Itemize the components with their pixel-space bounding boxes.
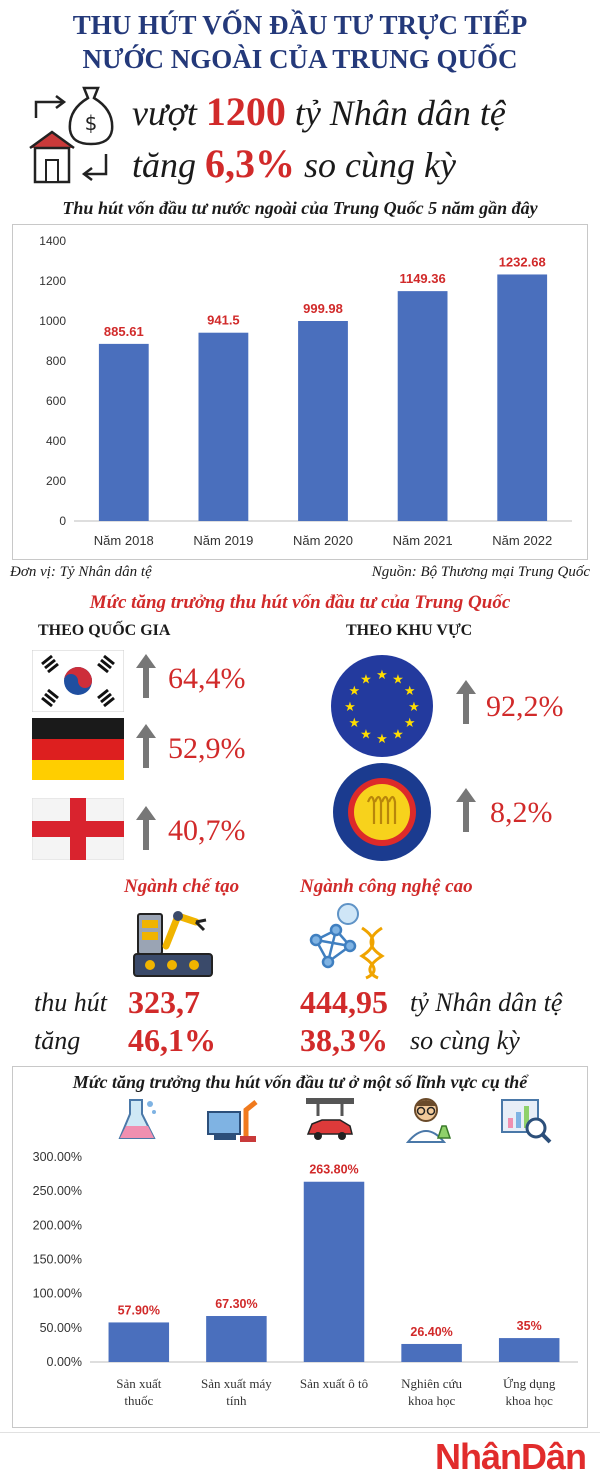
dna-molecule-icon [306,900,392,980]
bar [199,333,249,521]
page-title-line1: THU HÚT VỐN ĐẦU TƯ TRỰC TIẾP [72,10,528,40]
robot-arm-icon [130,900,216,980]
country-value-korea: 64,4% [168,662,246,695]
page-title-line2: NƯỚC NGOÀI CỦA TRUNG QUỐC [82,44,518,74]
money-house-icon [22,78,122,188]
bar [398,291,448,521]
data-label: 263.80% [309,1162,359,1177]
y-tick-label: 1000 [39,314,66,328]
hightech-title: Ngành công nghệ cao [300,876,473,897]
footer-divider [0,1432,600,1433]
row1-manufacturing-value: 323,7 [128,984,200,1020]
eu-star-icon: ★ [344,700,356,715]
eu-star-icon: ★ [392,672,404,688]
x-tick-label: Năm 2020 [293,533,353,548]
eu-star-icon: ★ [408,700,420,715]
headline-line1: vượt 1200 tỷ Nhân dân tệ [132,89,506,134]
unit-note: Đơn vị: Tỷ Nhân dân tệ [10,564,152,580]
data-label: 999.98 [303,301,343,317]
bar [401,1344,462,1362]
pharmacy-flask-icon [116,1096,160,1144]
row1-unit: tỷ Nhân dân tệ [410,988,563,1017]
data-label: 57.90% [117,1303,161,1318]
germany-flag-icon [32,718,124,780]
y-tick-label: 300.00% [32,1150,82,1164]
x-tick-label: Năm 2021 [392,533,453,548]
nhandan-logo: NhânDân [434,1436,586,1477]
x-tick-label: Năm 2019 [193,533,254,548]
x-tick-label: Sản xuất [116,1376,162,1391]
up-arrow-icon [134,804,158,852]
x-tick-label: khoa học [407,1393,456,1408]
chart1-subtitle: Thu hút vốn đầu tư nước ngoài của Trung Quốc 5 năm gần đây [62,198,538,218]
eu-star-icon: ★ [376,668,388,683]
data-label: 885.61 [103,323,144,339]
y-tick-label: 0.00% [46,1355,82,1369]
row1-hightech-value: 444,95 [300,984,388,1020]
bar [298,321,348,521]
y-tick-label: 0 [59,514,66,528]
up-arrow-icon [454,786,478,834]
headline-line2: tăng 6,3% so cùng kỳ [132,141,456,186]
chart2-sector-growth [12,1140,588,1428]
data-label: 35% [516,1319,542,1334]
up-arrow-icon [134,652,158,700]
x-tick-label: khoa học [505,1393,553,1408]
row2-unit: so cùng kỳ [410,1026,520,1055]
y-tick-label: 150.00% [32,1252,82,1267]
data-label: 67.30% [215,1297,258,1312]
region-value-eu: 92,2% [486,690,564,723]
eu-star-icon: ★ [403,684,416,699]
eu-star-icon: ★ [403,716,416,731]
computer-robot-icon [206,1096,262,1144]
up-arrow-icon [454,678,478,726]
y-tick-label: 200.00% [32,1218,82,1233]
data-label: 941.5 [207,312,240,328]
y-tick-label: 50.00% [39,1320,82,1335]
eu-flag-icon [330,654,434,758]
x-tick-label: thuốc [124,1393,154,1408]
y-tick-label: 600 [45,394,66,408]
x-tick-label: Năm 2022 [492,533,553,548]
row2-hightech-value: 38,3% [300,1022,388,1058]
country-value-germany: 52,9% [168,732,246,765]
country-value-england: 40,7% [168,814,246,847]
headline-value-1: 1200 [205,89,286,134]
x-tick-label: Năm 2018 [93,533,154,548]
scientist-icon [402,1096,454,1144]
source-note: Nguồn: Bộ Thương mại Trung Quốc [371,564,590,580]
bar [99,344,149,521]
eu-star-icon: ★ [392,727,404,743]
chart2-subtitle: Mức tăng trưởng thu hút vốn đầu tư ở một số lĩnh vực cụ thể [72,1072,528,1092]
x-tick-label: Sản xuất máy [201,1376,272,1391]
data-label: 26.40% [410,1324,453,1339]
x-tick-label: Sản xuất ô tô [299,1376,369,1391]
headline-value-2: 6,3% [205,141,296,186]
bar [499,1338,560,1362]
growth-title: Mức tăng trưởng thu hút vốn đầu tư của Trung Quốc [89,592,511,613]
region-value-asean: 8,2% [490,796,553,829]
eu-star-icon: ★ [348,684,361,699]
bar [304,1182,365,1362]
manufacturing-title: Ngành chế tạo [124,876,240,897]
south-korea-flag-icon [32,650,124,712]
x-tick-label: Nghiên cứu [401,1376,463,1391]
y-tick-label: 800 [45,354,66,368]
car-factory-icon [302,1096,358,1144]
row2-manufacturing-value: 46,1% [128,1022,216,1058]
row1-label: thu hút [34,988,107,1017]
data-label: 1149.36 [399,271,446,287]
data-analysis-icon [498,1096,554,1144]
bar [206,1316,267,1362]
asean-flag-icon [332,762,432,862]
x-tick-label: tính [226,1393,247,1408]
y-tick-label: 200 [45,474,66,488]
bar [497,274,547,521]
y-tick-label: 1400 [39,234,66,248]
by-country-label: THEO QUỐC GIA [38,622,171,639]
eu-star-icon: ★ [348,716,361,731]
y-tick-label: 100.00% [32,1286,82,1301]
by-region-label: THEO KHU VỰC [346,622,473,639]
row2-label: tăng [34,1026,81,1055]
eu-star-icon: ★ [360,672,372,688]
england-flag-icon [32,798,124,860]
data-label: 1232.68 [498,254,546,270]
up-arrow-icon [134,722,158,770]
y-tick-label: 1200 [39,274,66,288]
x-tick-label: Ứng dụng [503,1376,556,1391]
eu-star-icon: ★ [376,732,388,747]
y-tick-label: 400 [45,434,66,448]
bar [109,1322,170,1362]
svg-text:$: $ [84,111,98,135]
y-tick-label: 250.00% [32,1184,82,1199]
eu-star-icon: ★ [360,727,372,743]
chart1-yearly-fdi [12,224,588,560]
